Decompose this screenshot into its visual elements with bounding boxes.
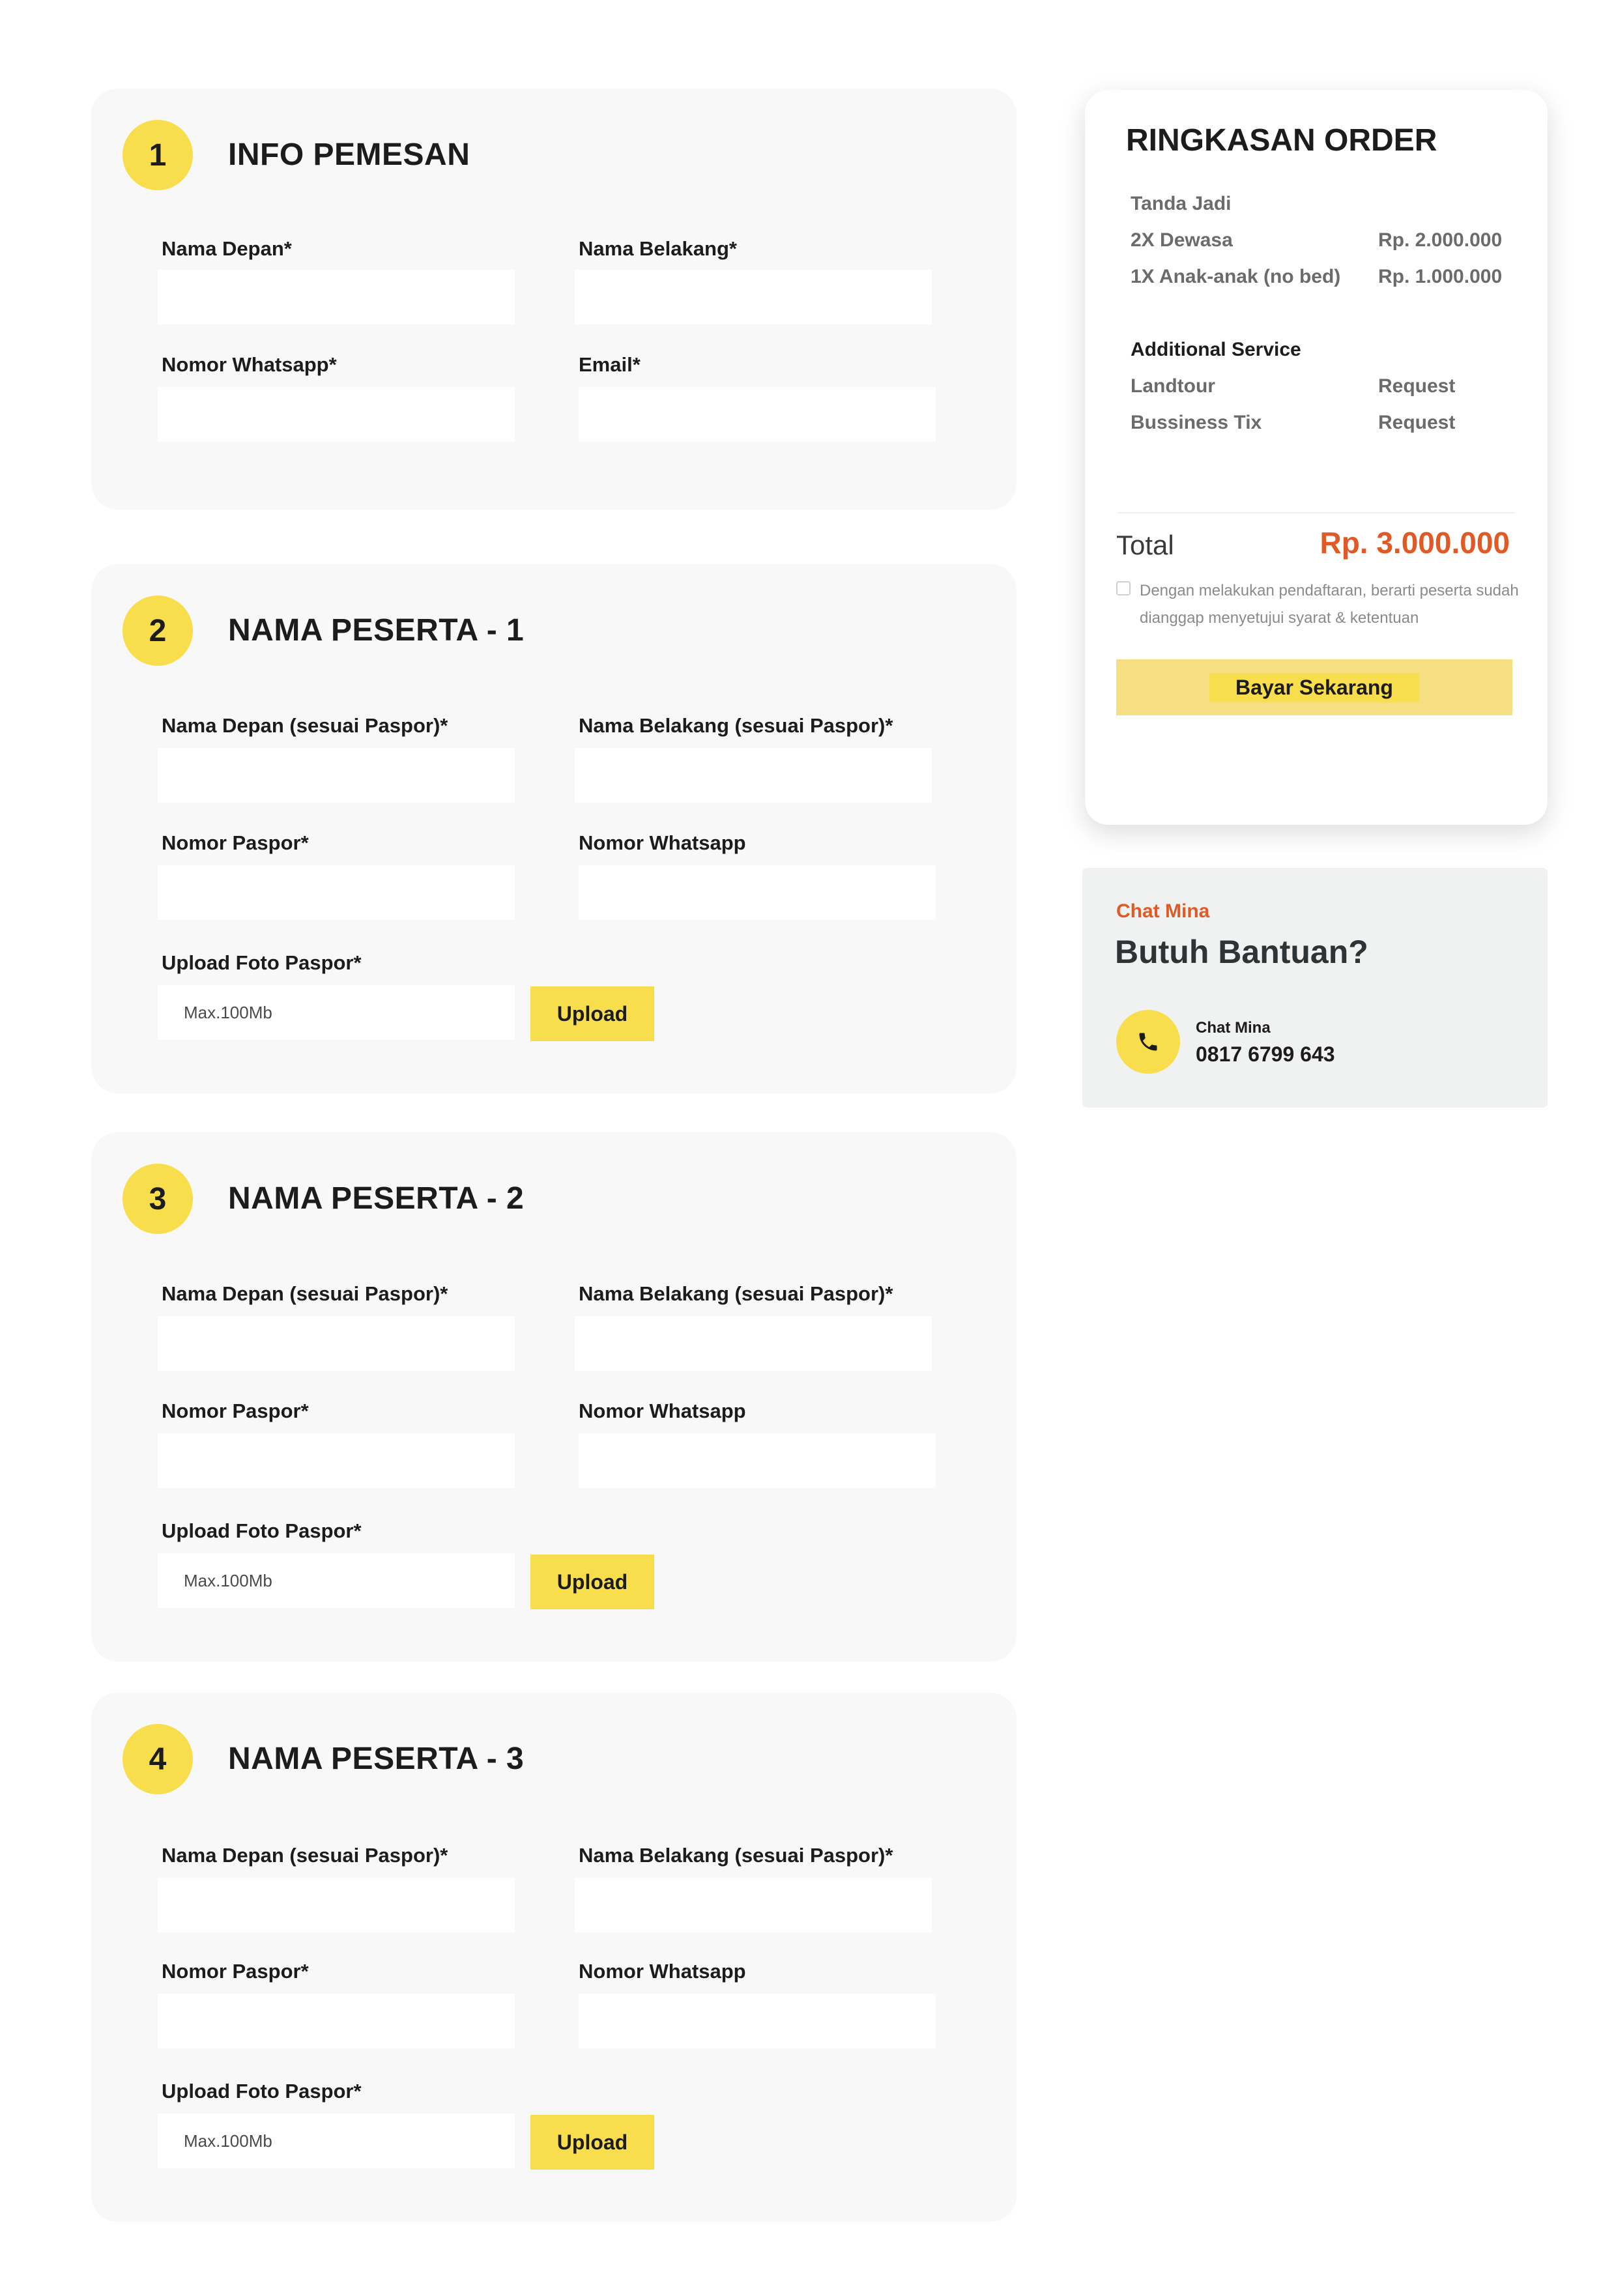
upload-button[interactable]: Upload — [530, 2115, 654, 2170]
contact-phone[interactable]: 0817 6799 643 — [1196, 1042, 1335, 1066]
upload-passport-label: Upload Foto Paspor* — [162, 1519, 362, 1542]
passport-number-input[interactable] — [158, 1433, 515, 1488]
order-item-value: Rp. 2.000.000 — [1378, 229, 1503, 251]
last-name-input[interactable] — [575, 1316, 932, 1371]
first-name-input[interactable] — [158, 1316, 515, 1371]
passport-number-label: Nomor Paspor* — [162, 831, 309, 854]
first-name-label: Nama Depan* — [162, 237, 292, 260]
whatsapp-label: Nomor Whatsapp — [579, 1399, 746, 1422]
step-number: 4 — [123, 1724, 193, 1794]
order-item-value: Rp. 1.000.000 — [1378, 266, 1503, 287]
last-name-label: Nama Belakang (sesuai Paspor)* — [579, 1844, 893, 1867]
section-title: NAMA PESERTA - 2 — [228, 1181, 525, 1216]
section-title: NAMA PESERTA - 3 — [228, 1742, 525, 1776]
passport-number-input[interactable] — [158, 865, 515, 920]
upload-button[interactable]: Upload — [530, 1555, 654, 1609]
first-name-input[interactable] — [158, 1878, 515, 1932]
upload-button[interactable]: Upload — [530, 986, 654, 1041]
whatsapp-label: Nomor Whatsapp* — [162, 353, 337, 376]
pay-now-button[interactable] — [1116, 659, 1512, 715]
order-item-label: 1X Anak-anak (no bed) — [1131, 266, 1341, 287]
pay-now-label: Bayar Sekarang — [1209, 673, 1419, 702]
last-name-input[interactable] — [575, 1878, 932, 1932]
email-input[interactable] — [579, 387, 936, 442]
section-title: INFO PEMESAN — [228, 137, 470, 172]
upload-hint: Max.100Mb — [184, 2131, 272, 2151]
step-number: 1 — [123, 120, 193, 190]
participant-1-section — [91, 564, 1017, 1093]
email-label: Email* — [579, 353, 641, 376]
passport-number-input[interactable] — [158, 1994, 515, 2048]
upload-passport-field[interactable] — [158, 1553, 515, 1608]
whatsapp-input[interactable] — [158, 387, 515, 442]
upload-passport-field[interactable] — [158, 2114, 515, 2168]
phone-icon[interactable] — [1116, 1010, 1180, 1074]
upload-passport-field[interactable] — [158, 985, 515, 1040]
service-label: Landtour — [1131, 375, 1215, 397]
whatsapp-label: Nomor Whatsapp — [579, 831, 746, 854]
help-card — [1082, 868, 1548, 1108]
whatsapp-input[interactable] — [579, 1994, 936, 2048]
order-item-label: 2X Dewasa — [1131, 229, 1233, 251]
help-title: Butuh Bantuan? — [1115, 934, 1368, 970]
additional-service-title: Additional Service — [1131, 339, 1301, 360]
service-value: Request — [1378, 412, 1456, 433]
participant-2-section — [91, 1132, 1017, 1661]
total-label: Total — [1116, 530, 1174, 560]
whatsapp-input[interactable] — [579, 865, 936, 920]
upload-hint: Max.100Mb — [184, 1002, 272, 1022]
first-name-input[interactable] — [158, 748, 515, 803]
phone-icon-glyph — [1136, 1030, 1160, 1054]
contact-name: Chat Mina — [1196, 1019, 1271, 1037]
upload-passport-label: Upload Foto Paspor* — [162, 2080, 362, 2102]
service-label: Bussiness Tix — [1131, 412, 1262, 433]
help-kicker: Chat Mina — [1116, 900, 1210, 922]
first-name-label: Nama Depan (sesuai Paspor)* — [162, 714, 448, 737]
order-summary-card — [1085, 90, 1548, 825]
whatsapp-label: Nomor Whatsapp — [579, 1960, 746, 1983]
passport-number-label: Nomor Paspor* — [162, 1399, 309, 1422]
service-value: Request — [1378, 375, 1456, 397]
last-name-input[interactable] — [575, 270, 932, 324]
info-pemesan-section — [91, 89, 1017, 509]
summary-title: RINGKASAN ORDER — [1126, 123, 1437, 158]
passport-number-label: Nomor Paspor* — [162, 1960, 309, 1983]
section-title: NAMA PESERTA - 1 — [228, 613, 525, 648]
last-name-input[interactable] — [575, 748, 932, 803]
whatsapp-input[interactable] — [579, 1433, 936, 1488]
upload-passport-label: Upload Foto Paspor* — [162, 951, 362, 974]
first-name-input[interactable] — [158, 270, 515, 324]
terms-text: Dengan melakukan pendaftaran, berarti peserta sudah dianggap menyetujui syarat & ketentuan — [1140, 582, 1519, 627]
step-number: 3 — [123, 1164, 193, 1234]
step-number: 2 — [123, 596, 193, 666]
participant-3-section — [91, 1693, 1017, 2222]
first-name-label: Nama Depan (sesuai Paspor)* — [162, 1282, 448, 1305]
last-name-label: Nama Belakang (sesuai Paspor)* — [579, 1282, 893, 1305]
deposit-label: Tanda Jadi — [1131, 193, 1232, 214]
summary-divider — [1118, 512, 1515, 513]
first-name-label: Nama Depan (sesuai Paspor)* — [162, 1844, 448, 1867]
last-name-label: Nama Belakang (sesuai Paspor)* — [579, 714, 893, 737]
last-name-label: Nama Belakang* — [579, 237, 737, 260]
terms-checkbox[interactable] — [1116, 581, 1131, 596]
total-value: Rp. 3.000.000 — [1320, 526, 1510, 560]
upload-hint: Max.100Mb — [184, 1570, 272, 1590]
